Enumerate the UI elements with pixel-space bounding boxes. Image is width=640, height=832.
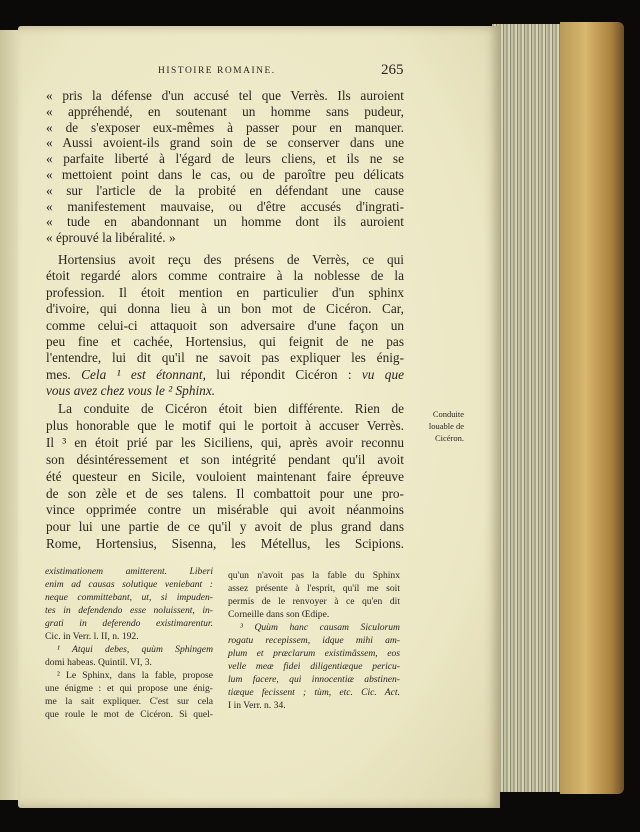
paragraph-line: d'ivoire, qui donna lieu à un bon mot de Cicéron. Car,: [46, 301, 404, 317]
quote-line: « éprouvé la libéralité. »: [46, 230, 176, 246]
quote-line: « tude en abandonnant un homme dont ils auroient: [46, 214, 404, 230]
text-span: vu que: [361, 366, 405, 382]
quote-line: « Aussi avoient-ils grand soin de se conserver dans une: [46, 135, 404, 151]
quote-line: « de s'exposer eux-mêmes à passer pour en manquer.: [46, 119, 404, 135]
quote-line: « mettoient point dans le cas, ou de paroître peu délicats: [46, 167, 404, 182]
paragraph-line: [46, 367, 404, 383]
footnote-line: ¹ Atqui debes, quùm Sphingem: [57, 644, 213, 655]
text-span: lui répondit Cicéron :: [205, 366, 362, 382]
paragraph-line: étoit regardé alors comme contraire à la noblesse de la: [46, 268, 404, 284]
paragraph-line: peu fine et cachée, Hortensius, qui feignit de ne pas: [46, 334, 404, 349]
footnote-line: ³ Quùm hanc causam Siculorum: [240, 622, 400, 633]
quote-line: « sur l'article de la probité en défendant une cause: [46, 182, 404, 198]
text-span: mes.: [46, 366, 82, 382]
footnote-line: Cic. in Verr. l. II, n. 192.: [45, 631, 139, 642]
page-number: 265: [381, 62, 404, 78]
paragraph-line: profession. Il étoit mention en particulier d'un sphinx: [46, 284, 404, 300]
paragraph-line: Rome, Hortensius, Sisenna, les Métellus, les Scipions.: [46, 536, 404, 552]
footnote-line: enim ad causas solutique veniebant :: [45, 579, 213, 590]
book-cover-edge: [560, 22, 624, 794]
quote-line: « pris la défense d'un accusé tel que Verrès. Ils auroient: [46, 88, 404, 103]
paragraph-line: plus honorable que le motif qui le portoit à accuser Verrès.: [46, 417, 404, 433]
footnote-line: une énigme : et qui propose une énig-: [45, 683, 213, 694]
footnote-line: assez présente à l'esprit, qu'il me soit: [228, 583, 400, 594]
paragraph-line: de son zèle et de ses talens. Il combattoit pour une pro-: [46, 485, 404, 501]
footnote-line: plum et præclarum existimâssem, eos: [228, 648, 400, 659]
text-span: Cela ¹ est étonnant,: [81, 366, 206, 382]
margin-note-line: Conduite: [432, 409, 464, 419]
footnote-line: tiæque fecissent ; tùm, etc. Cic. Act.: [228, 687, 400, 698]
quote-line: « parfaite liberté à l'égard de leurs cliens, et ils ne se: [46, 151, 404, 167]
footnote-line: existimationem amitterent. Liberi: [45, 566, 213, 577]
running-title: HISTOIRE ROMAINE.: [158, 66, 276, 76]
paragraph-line: La conduite de Cicéron étoit bien différente. Rien de: [58, 401, 404, 416]
paragraph-line: l'entendre, lui dit qu'il ne savoit pas expliquer les énig-: [46, 350, 404, 366]
footnote-line: grati in deferendo existimarentur.: [45, 618, 213, 629]
footnote-line: permis de le renvoyer à ce qu'en dit: [228, 596, 400, 607]
quote-line: « manifestement mauvaise, ou d'être accusés d'ingrati-: [46, 198, 404, 214]
footnote-line: I in Verr. n. 34.: [228, 700, 286, 711]
footnote-line: que roule le mot de Cicéron. Si quel-: [45, 709, 213, 720]
footnote-line: qu'un n'avoit pas la fable du Sphinx: [228, 570, 400, 581]
quote-line: « appréhendé, en soutenant un homme sans pudeur,: [46, 103, 404, 119]
paragraph-line: vince opprimée contre un misérable qui avoit néanmoins: [46, 502, 404, 518]
margin-note-line: louable de: [428, 421, 464, 431]
footnote-line: lum facere, qui innocentiæ abstinen-: [228, 674, 400, 685]
footnote-line: me la sait expliquer. C'est sur cela: [45, 696, 213, 707]
margin-note-line: Cicéron.: [434, 433, 464, 443]
paragraph-line: vous avez chez vous le ² Sphinx.: [46, 383, 216, 399]
paragraph-line: Hortensius avoit reçu des présens de Verrès, ce qui: [58, 252, 404, 267]
footnote-line: Corneille dans son Œdipe.: [228, 609, 330, 620]
paragraph-line: Il ³ en étoit prié par les Siciliens, qui, après avoir reconnu: [46, 434, 404, 450]
paragraph-line: son désintéressement et son intégrité pendant qu'il avoit: [46, 451, 404, 467]
paragraph-line: comme celui-ci attaquoit son adversaire d'une façon un: [46, 317, 404, 333]
paragraph-line: pour lui une partie de ce qu'il y avoit de plus grand dans: [46, 519, 404, 535]
footnote-line: neque committebant, ut, si impuden-: [45, 592, 213, 603]
footnote-line: rogatu recepissem, idque mihi am-: [228, 635, 400, 646]
footnote-line: tes in defendendo esse noluissent, in-: [45, 605, 213, 616]
footnote-line: domi habeas. Quintil. VI, 3.: [45, 657, 152, 668]
paragraph-line: été questeur en Sicile, vouloient maintenant faire épreuve: [46, 468, 404, 484]
footnote-line: ² Le Sphinx, dans la fable, propose: [57, 670, 213, 681]
footnote-line: velle meæ fidei diligentiæque pericu-: [228, 661, 400, 672]
